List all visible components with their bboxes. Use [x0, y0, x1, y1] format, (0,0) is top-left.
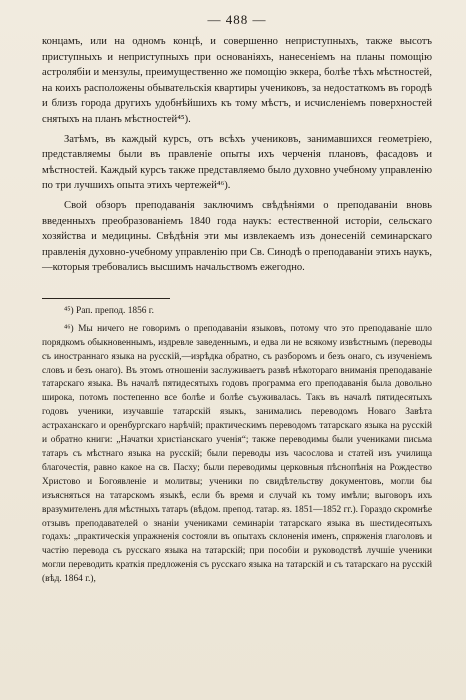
main-text — [42, 34, 432, 276]
footnote-46: ⁴⁶) Мы ничего не говоримъ о преподаваніи языковъ, потому что это преподаваніе шло порядкомъ обыкновеннымъ, издревле заведеннымъ, и едва ли не всякому извѣстнымъ (переводы съ иностраннаго языка на русскій,—изрѣдка обратно, съ разборомъ и безъ онаго, съ изученіемъ словъ и безъ онаго). Въ этомъ отношеніи заслуживаетъ развѣ нѣкотораго вниманія преподаваніе татарскаго языка. Въ началѣ пятидесятыхъ годовъ программа его преподаванія была довольно широка, потомъ постепенно все болѣе и болѣе съуживалась. Такъ въ началѣ пятидесятыхъ годовъ ученики, изучавшіе татарскій языкъ, занимались переводомъ Новаго Завѣта астраханскаго и оренбургскаго нарѣчій; практическимъ переводомъ татарскаго языка на русскій и обратно книги: „Начатки христіанскаго ученія“; также переводимы были учениками письма татаръ съ мѣстнаго языка на русскій; были переводы изъ часослова и статей изъ училища благочестія, равно какое на св. Пасху; были переводимы церковныя пѣснопѣнія на Рождество Христово и Богоявленіе и молитвы; ученики по свидѣтельству документовъ, могли бы изъясняться на татарскомъ языкѣ, если бъ время и случай къ тому имѣли; выговоръ ихъ вразумителенъ для мѣстныхъ татаръ (вѣдом. препод. татар. яз. 1851—1852 гг.). Гораздо скромнѣе отзывъ преподавателей о знаніи учениками семинаріи татарскаго языка въ шестидесятыхъ годахъ: „практическія упражненія состояли въ опытахъ склоненія именъ, спряженія глаголовъ и частію перевода съ русскаго языка на татарскій; при пособіи и руководствѣ лучшіе ученики могли переводить краткія предложенія съ русскаго языка на татарскій и съ татарскаго на русскій (вѣд. 1864 г.), — [42, 323, 432, 585]
paragraph-2: Затѣмъ, въ каждый курсъ, отъ всѣхъ учениковъ, занимавшихся геометріею, представляемы были въ правленіе опыты ихъ черченія плановъ, фасадовъ и мѣстностей. Каждый курсъ также представляемо было духовно учебному управленію по три лучшихъ опыта этихъ чертежей⁴⁶). — [42, 133, 432, 192]
paragraph-3: Свой обзоръ преподаванія заключимъ свѣдѣніями о преподаваніи вновь введенныхъ преобразованіемъ 1840 года наукъ: естественной исторіи, сельскаго хозяйства и медицины. Свѣдѣнія эти мы извлекаемъ изъ донесеній семинарскаго правленія духовно-учебному управленію при Св. Синодѣ о преподаваніи этихъ наукъ,—которыя требовались высшимъ начальствомъ ежегодно. — [42, 199, 432, 274]
footnote-divider — [42, 298, 170, 299]
footnotes — [42, 305, 432, 587]
paragraph-1: концамъ, или на одномъ концѣ, и совершенно неприступныхъ, также высотъ приступныхъ и неприступныхъ при основаніяхъ, нанесеніемъ на планы помощію астролябіи и мензулы, преимущественно же помощію эккера, болѣе тѣхъ мѣстностей, на коихъ расположены обывательскія квартиры учениковъ, за недостаткомъ въ городѣ и близъ города другихъ удобнѣйшихъ къ тому мѣстъ, и исчисленіемъ поверхностей снятыхъ на планъ мѣстностей⁴⁵). — [42, 36, 432, 125]
footnote-45: ⁴⁵) Рап. препод. 1856 г. — [64, 305, 154, 316]
page-number: — 488 — — [207, 12, 267, 27]
